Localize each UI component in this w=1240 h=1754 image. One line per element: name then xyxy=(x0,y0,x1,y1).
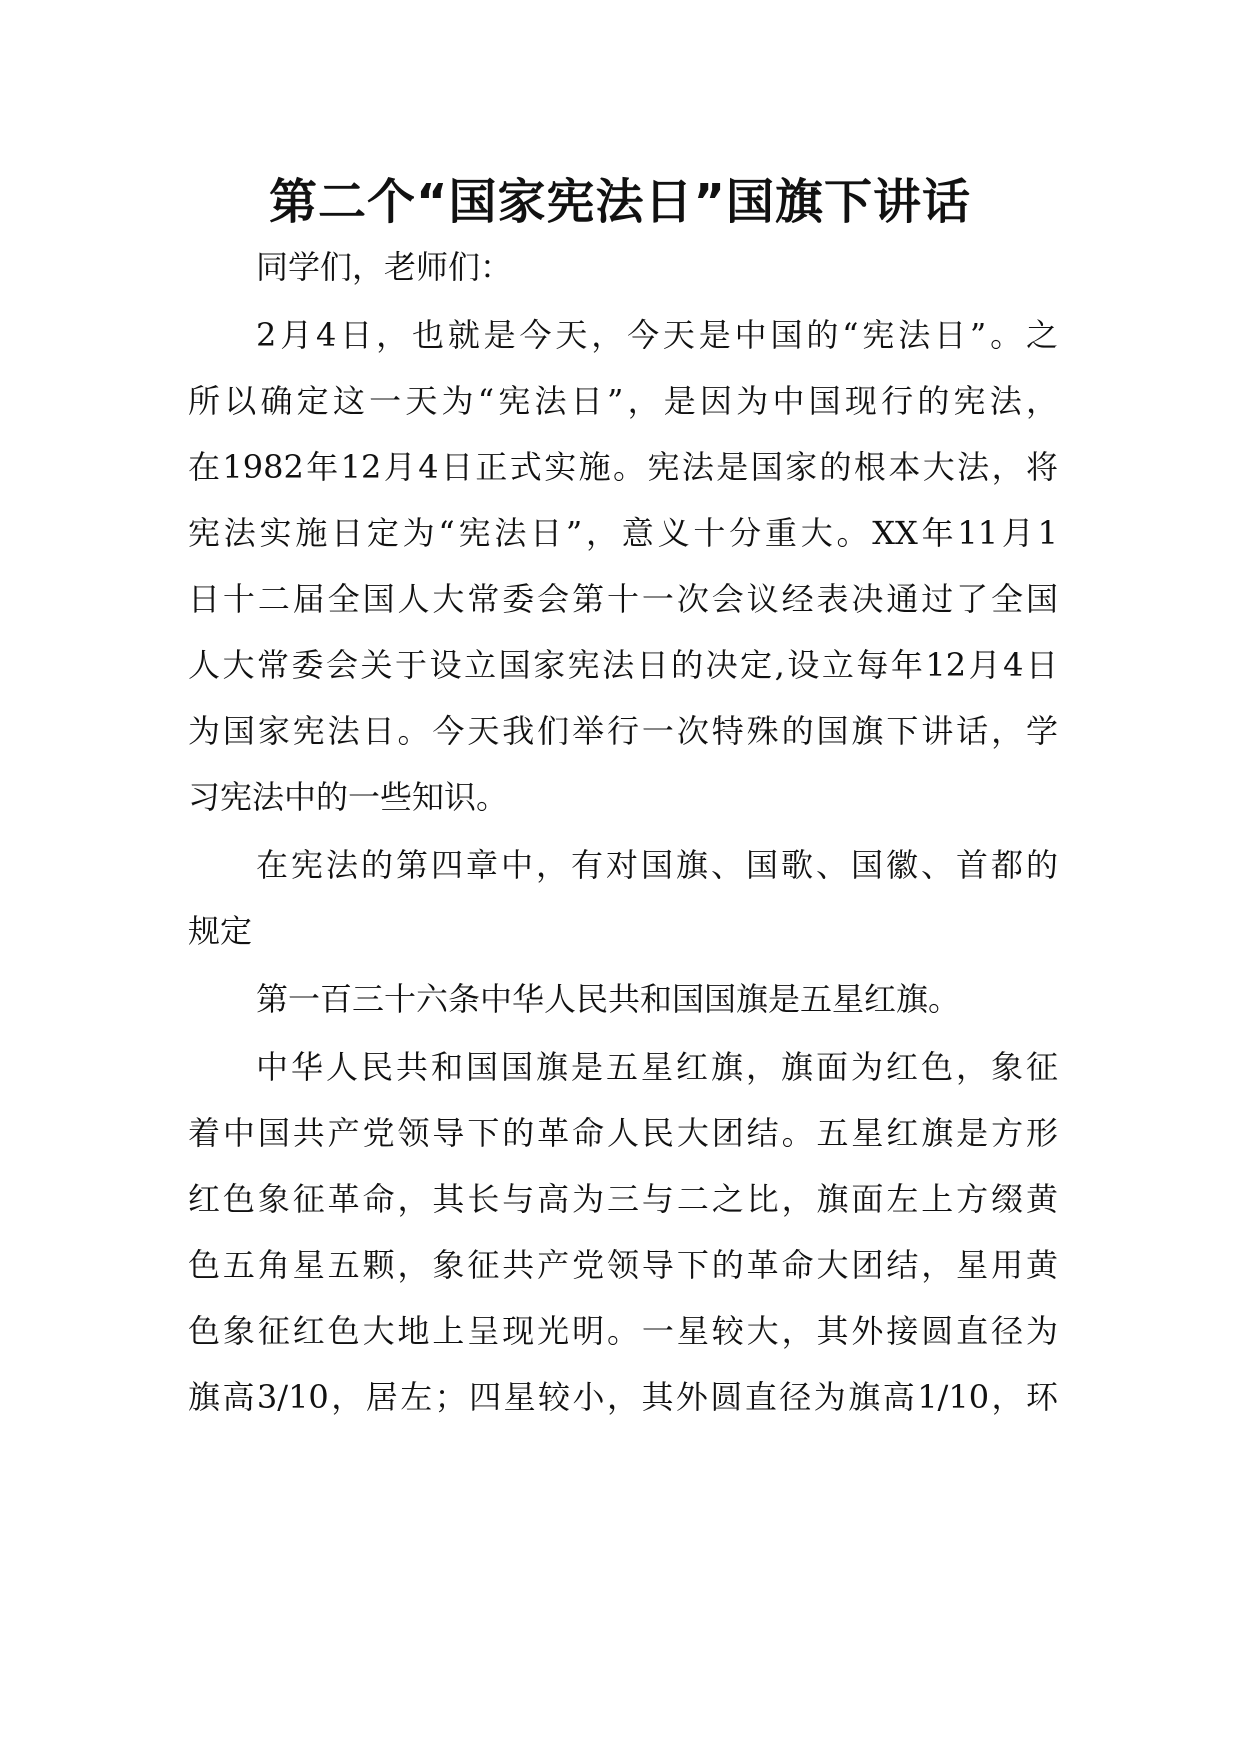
document-title: 第二个“国家宪法日”国旗下讲话 xyxy=(268,174,972,230)
paragraph-4-line-2: 着中国共产党领导下的革命人民大团结。五星红旗是方形 xyxy=(188,1114,1058,1152)
paragraph-4-line-6: 旗高3/10，居左；四星较小，其外圆直径为旗高1/10，环 xyxy=(188,1378,1058,1416)
paragraph-3-line-1: 第一百三十六条中华人民共和国国旗是五星红旗。 xyxy=(256,980,961,1018)
paragraph-1-line-6: 人大常委会关于设立国家宪法日的决定,设立每年12月4日 xyxy=(188,646,1058,684)
paragraph-2-line-2: 规定 xyxy=(188,912,253,950)
paragraph-1-line-1: 2月4日，也就是今天，今天是中国的“宪法日”。之 xyxy=(256,316,1058,354)
paragraph-2-line-1: 在宪法的第四章中，有对国旗、国歌、国徽、首都的 xyxy=(256,846,1058,884)
paragraph-1-line-8: 习宪法中的一些知识。 xyxy=(188,778,509,816)
paragraph-4-line-1: 中华人民共和国国旗是五星红旗，旗面为红色，象征 xyxy=(256,1048,1058,1086)
paragraph-4-line-5: 色象征红色大地上呈现光明。一星较大，其外接圆直径为 xyxy=(188,1312,1058,1350)
paragraph-4-line-4: 色五角星五颗，象征共产党领导下的革命大团结，星用黄 xyxy=(188,1246,1058,1284)
salutation-line: 同学们，老师们： xyxy=(256,248,513,286)
paragraph-4-line-3: 红色象征革命，其长与高为三与二之比，旗面左上方缀黄 xyxy=(188,1180,1058,1218)
paragraph-1-line-7: 为国家宪法日。今天我们举行一次特殊的国旗下讲话，学 xyxy=(188,712,1058,750)
paragraph-1-line-4: 宪法实施日定为“宪法日”，意义十分重大。XX年11月1 xyxy=(188,514,1058,552)
paragraph-1-line-5: 日十二届全国人大常委会第十一次会议经表决通过了全国 xyxy=(188,580,1058,618)
paragraph-1-line-3: 在1982年12月4日正式实施。宪法是国家的根本大法，将 xyxy=(188,448,1058,486)
paragraph-1-line-2: 所以确定这一天为“宪法日”，是因为中国现行的宪法， xyxy=(188,382,1058,420)
